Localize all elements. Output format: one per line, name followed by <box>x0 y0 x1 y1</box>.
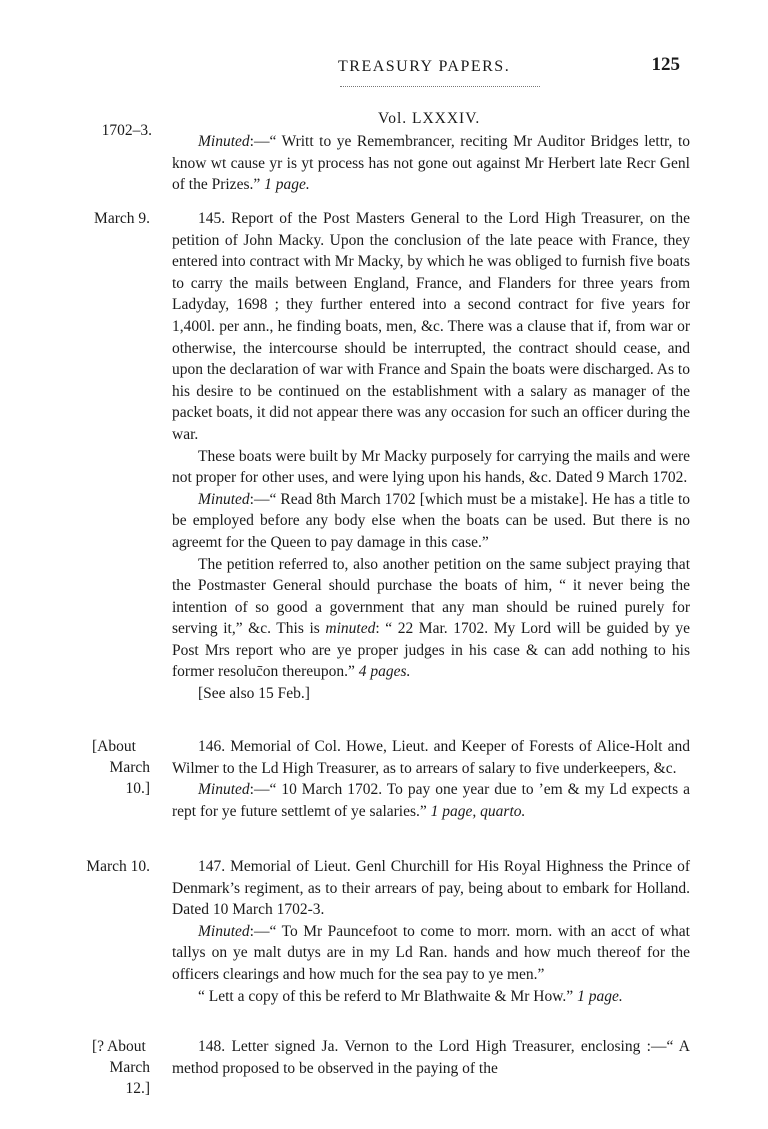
entry-paragraph: 146. Memorial of Col. Howe, Lieut. and Keeper of Forests of Alice-Holt and Wilmer to the Ld High Treasurer, as to arrears of salary to five underkeepers, &c. <box>172 738 690 777</box>
entry-note: The petition referred to, also another petition on the same subject praying that the Postmaster General should purchase the boats of him, “ it never being the intention of so good a government that any man should be ruined purely for serving it,” &c. This is <box>172 555 690 638</box>
header-rule <box>340 86 540 87</box>
minuted-label: Minuted <box>198 781 250 799</box>
intro-minute <box>172 131 690 196</box>
minuted-text: :—“ Writt to ye Remembrancer, reciting Mr Auditor Bridges lettr, to know wt cause yr is yt process has not gone out against Mr Herbert late Recr Genl of the Prizes.” <box>172 133 690 194</box>
entry-paragraph: 145. Report of the Post Masters General to the Lord High Treasurer, on the petition of John Macky. Upon the conclusion of the late peace with France, they entered into contract with Mr Macky, by which he was obliged to furnish five boats to carry the mails between England, France, and Flanders for three years from Ladyday, 1698 ; they further entered into a second contract for five years for 1,400l. per ann., he finding boats, men, &c. There was a clause that if, from war or otherwise, the intercourse should be interrupted, the contract should cease, and upon the declaration of war with France and Spain the boats were discharged. As to his desire to be continued on the establishment with a salary as manager of the packet boats, it did not appear there was any occasion for such an officer during the war. <box>172 210 690 443</box>
minuted-text: :—“ To Mr Pauncefoot to come to morr. morn. with an acct of what tallys on ye malt dutys are in my Ld Ran. hands and how much thereof for the officers clearings and how much for the sea pay to ye men.” <box>172 922 690 983</box>
entry-date: March 10.] <box>109 759 150 797</box>
entry-148 <box>172 1036 690 1079</box>
entry-date: March 10. <box>86 858 150 875</box>
minuted-label: minuted <box>325 620 376 638</box>
page-count: 4 pages. <box>358 663 411 681</box>
entry-147 <box>172 856 690 1007</box>
minuted-label: Minuted <box>198 490 250 508</box>
minuted-text: :—“ Read 8th March 1702 [which must be a mistake]. He has a title to be employed before any body else when the boats can be used. But there is no agreemt for the Queen to pay damage in this case.” <box>172 490 690 551</box>
minuted-text: :—“ 10 March 1702. To pay one year due to ’em & my Ld expects a rept for ye future settlemt of ye salaries.” <box>172 781 690 820</box>
page-header <box>0 54 768 84</box>
entry-date: March 9. <box>94 210 150 227</box>
entry-paragraph: 148. Letter signed Ja. Vernon to the Lord High Treasurer, enclosing :—“ A method proposed to be observed in the paying of the <box>172 1038 690 1077</box>
see-also: [See also 15 Feb.] <box>198 685 310 703</box>
entry-paragraph: These boats were built by Mr Macky purposely for carrying the mails and were not proper for other uses, and were lying upon his hands, &c. Dated 9 March 1702. <box>172 447 690 487</box>
year-note: 1702–3. <box>101 122 152 139</box>
minuted-label: Minuted <box>198 133 250 150</box>
page-count: 1 page. <box>577 987 623 1005</box>
entry-date: [About <box>92 738 136 755</box>
entry-date: [? About <box>92 1038 146 1055</box>
page-count: 1 page. <box>264 176 310 194</box>
page-count: 1 page, quarto. <box>430 802 526 820</box>
minuted-text: : “ 22 Mar. 1702. My Lord will be guided by ye Post Mrs report who are ye proper judges in his case & can add nothing to his former resoluc̄on thereupon.” <box>172 620 690 681</box>
entry-date: March 12.] <box>109 1059 150 1097</box>
entry-145 <box>172 208 690 705</box>
entry-note: “ Lett a copy of this be referd to Mr Blathwaite & Mr How.” <box>198 987 574 1005</box>
running-head: TREASURY PAPERS. <box>338 58 511 75</box>
minuted-label: Minuted <box>198 922 250 940</box>
volume-heading: Vol. LXXXIV. <box>378 110 481 127</box>
entry-paragraph: 147. Memorial of Lieut. Genl Churchill for His Royal Highness the Prince of Denmark’s regiment, as to their arrears of pay, being about to embark for Holland. Dated 10 March 1702-3. <box>172 858 690 919</box>
page-number: 125 <box>651 54 680 75</box>
entry-146 <box>172 736 690 822</box>
